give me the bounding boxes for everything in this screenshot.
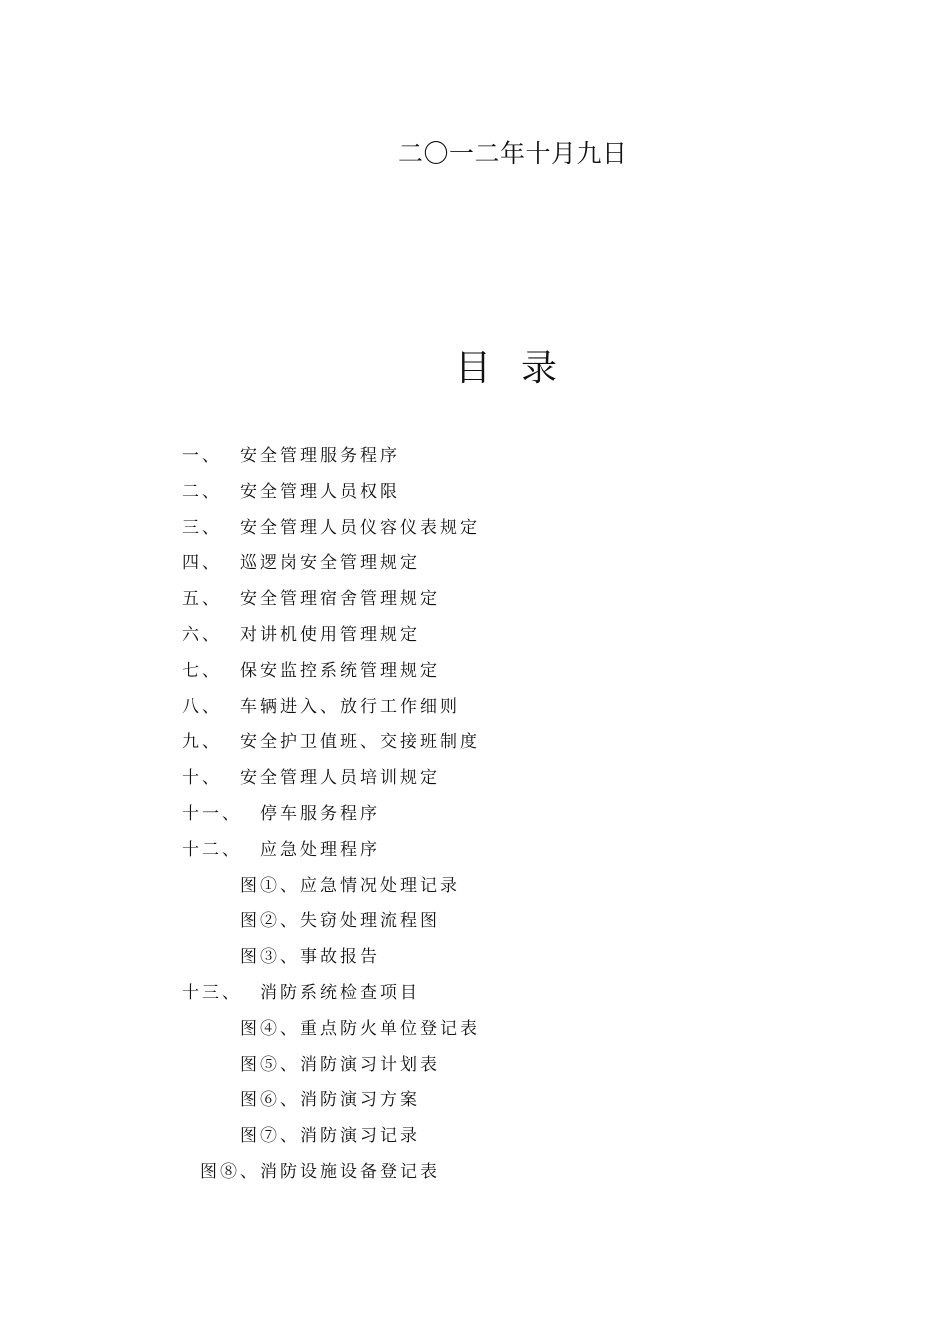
toc-subitem [182, 1014, 882, 1050]
toc-subitem-text: 图⑤、消防演习计划表 [240, 1054, 440, 1075]
toc-item-text: 应急处理程序 [260, 839, 380, 860]
toc-item [182, 513, 882, 549]
toc-title [455, 340, 557, 391]
toc-item-number: 六、 [182, 624, 222, 645]
toc-item-number: 一、 [182, 446, 222, 466]
toc-item-text: 对讲机使用管理规定 [240, 624, 420, 645]
toc-item-number: 九、 [182, 732, 222, 753]
toc-subitem-text: 图①、应急情况处理记录 [240, 875, 460, 896]
toc-title-char-2: 录 [521, 348, 558, 389]
toc-subitem-text: 图②、失窃处理流程图 [240, 911, 440, 932]
toc-item-text: 消防系统检查项目 [260, 982, 420, 1003]
toc-item-text: 安全管理宿舍管理规定 [240, 589, 440, 610]
toc-item-text: 巡逻岗安全管理规定 [240, 553, 420, 574]
toc-item-text: 安全护卫值班、交接班制度 [240, 732, 480, 753]
toc-item [182, 548, 882, 584]
toc-item [182, 763, 882, 799]
toc-item [182, 477, 882, 513]
toc-item [182, 620, 882, 656]
toc-item-number: 七、 [182, 660, 222, 681]
document-date: 二〇一二年十月九日 [398, 139, 628, 168]
toc-subitem-text: 图④、重点防火单位登记表 [240, 1018, 480, 1039]
toc-item-number: 十三、 [182, 982, 242, 1003]
toc-item-number: 十一、 [182, 803, 242, 824]
toc-item-number: 十二、 [182, 839, 242, 860]
toc-item [182, 692, 882, 728]
toc-subitem [182, 1050, 882, 1086]
toc-item [182, 799, 882, 835]
toc-item-text: 保安监控系统管理规定 [240, 660, 440, 681]
toc-item [182, 584, 882, 620]
toc-subitem-text: 图⑦、消防演习记录 [240, 1126, 420, 1147]
toc-item-text: 安全管理服务程序 [240, 446, 400, 466]
toc-title-char-1: 目 [455, 348, 492, 389]
toc-item-text: 安全管理人员权限 [240, 481, 400, 502]
toc-item-number: 四、 [182, 553, 222, 574]
toc-item [182, 727, 882, 763]
toc-item [182, 441, 882, 477]
toc-item-number: 五、 [182, 589, 222, 610]
toc-item [182, 835, 882, 871]
toc-subitem-text: 图⑧、消防设施设备登记表 [200, 1161, 440, 1182]
toc-subitem [182, 1157, 882, 1193]
toc-item-text: 安全管理人员培训规定 [240, 768, 440, 789]
toc-subitem [182, 1085, 882, 1121]
table-of-contents [182, 441, 882, 1193]
toc-subitem-text: 图③、事故报告 [240, 947, 380, 968]
toc-item-number: 八、 [182, 696, 222, 717]
toc-item-number: 二、 [182, 481, 222, 502]
toc-item-text: 安全管理人员仪容仪表规定 [240, 517, 480, 538]
toc-item [182, 978, 882, 1014]
toc-item [182, 656, 882, 692]
toc-subitem [182, 871, 882, 907]
toc-subitem [182, 1121, 882, 1157]
toc-item-number: 十、 [182, 768, 222, 789]
toc-subitem-text: 图⑥、消防演习方案 [240, 1090, 420, 1111]
toc-subitem [182, 906, 882, 942]
toc-item-number: 三、 [182, 517, 222, 538]
toc-subitem [182, 942, 882, 978]
toc-item-text: 车辆进入、放行工作细则 [240, 696, 460, 717]
toc-item-text: 停车服务程序 [260, 803, 380, 824]
